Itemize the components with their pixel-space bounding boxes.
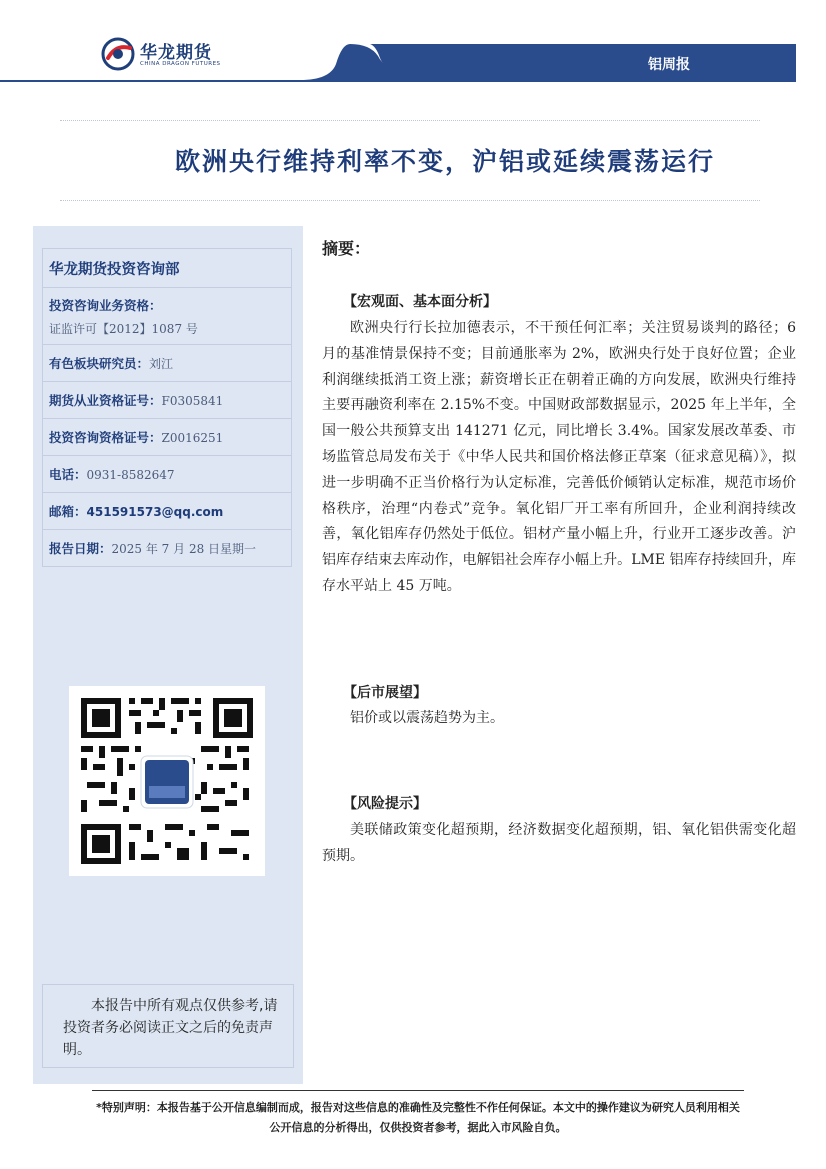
report-type-label: 铝周报 <box>648 57 690 73</box>
date-label: 报告日期： <box>49 541 112 556</box>
dragon-logo-icon <box>100 36 136 72</box>
risk-paragraph: 美联储政策变化超预期，经济数据变化超预期，铝、氧化铝供需变化超预期。 <box>322 822 796 864</box>
consult-cert-row <box>43 419 292 456</box>
email-row <box>43 493 292 530</box>
logo <box>100 36 240 76</box>
disclaimer-text: 本报告中所有观点仅供参考,请投资者务必阅读正文之后的免责声明。 <box>63 998 278 1058</box>
department-name: 华龙期货投资咨询部 <box>43 249 292 288</box>
phone-label: 电话： <box>49 467 87 482</box>
logo-subtitle: CHINA DRAGON FUTURES <box>140 61 221 67</box>
report-title: 欧洲央行维持利率不变，沪铝或延续震荡运行 <box>174 147 715 176</box>
outlook-heading: 【后市展望】 <box>343 685 427 701</box>
risk-heading: 【风险提示】 <box>343 796 427 812</box>
date-value: 2025 年 7 月 28 日星期一 <box>111 542 257 556</box>
logo-name: 华龙期货 <box>140 43 212 63</box>
sidebar <box>33 226 303 1084</box>
researcher-value: 刘江 <box>149 357 174 371</box>
qualification-value: 证监许可【2012】1087 号 <box>49 321 198 336</box>
futures-cert-row <box>43 382 292 419</box>
outlook-paragraph: 铝价或以震荡趋势为主。 <box>350 710 504 726</box>
futures-cert-value: F0305841 <box>161 394 224 408</box>
title-section <box>60 120 760 202</box>
risk-body <box>322 818 796 870</box>
footer-divider <box>92 1090 744 1091</box>
email-label: 邮箱： <box>49 504 87 519</box>
qr-code <box>69 686 265 876</box>
title-divider-bottom <box>60 200 760 201</box>
email-value[interactable]: 451591573@qq.com <box>86 505 224 519</box>
outlook-body <box>322 706 796 732</box>
macro-heading: 【宏观面、基本面分析】 <box>343 294 497 310</box>
researcher-label: 有色板块研究员： <box>49 356 150 371</box>
macro-paragraph: 欧洲央行行长拉加德表示，不干预任何汇率；关注贸易谈判的路径；6 月的基准情景保持不变；目前通胀率为 2%，欧洲央行处于良好位置；企业利润继续抵消工资上涨；薪资增长正在朝着正确的方向发展，欧洲央行维持主要再融资利率在 2.15%不变。中国财政部数据显示，2025 年上半年，全国一般公共预算支出 141271 亿元，同比增长 3.4%。国家发展改革委、市场监管总局发布关于《中华人民共和国价格法修正草案（征求意见稿）》，拟进一步明确不正当价格行为认定标准，完善低价倾销认定标准，规范市场价格秩序，治理“内卷式”竞争。氧化铝厂开工率有所回升，企业利润持续改善，氧化铝库存仍然处于低位。铝材产量小幅上升，行业开工逐步改善。沪铝库存结束去库动作，电解铝社会库存小幅上升。LME 铝库存持续回升，库存水平站上 45 万吨。 <box>322 320 796 594</box>
footer-statement: *特别声明：本报告基于公开信息编制而成，报告对这些信息的准确性及完整性不作任何保证。本文中的操作建议为研究人员利用相关公开信息的分析得出，仅供投资者参考，据此入市风险自负。 <box>96 1101 740 1134</box>
qualification-label: 投资咨询业务资格： <box>49 297 162 313</box>
analyst-info-table <box>42 248 292 567</box>
macro-body <box>322 316 796 600</box>
abstract-heading: 摘要： <box>322 239 371 258</box>
date-row <box>43 530 292 567</box>
disclaimer-box <box>42 984 294 1068</box>
phone-row <box>43 456 292 493</box>
phone-value: 0931-8582647 <box>86 468 175 482</box>
consult-cert-label: 投资咨询资格证号： <box>49 430 162 445</box>
futures-cert-label: 期货从业资格证号： <box>49 393 162 408</box>
title-divider-top <box>60 120 760 121</box>
header <box>0 0 826 100</box>
researcher-row <box>43 345 292 382</box>
qr-code-icon <box>69 686 265 876</box>
qualification-row <box>43 288 292 345</box>
consult-cert-value: Z0016251 <box>161 431 224 445</box>
